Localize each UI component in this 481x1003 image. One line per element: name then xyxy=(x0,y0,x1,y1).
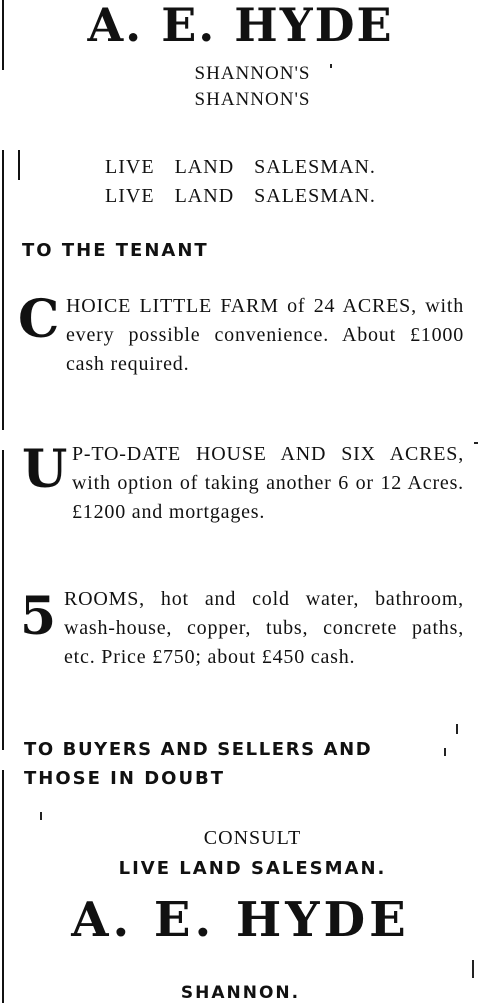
column-rule-lower xyxy=(2,450,4,750)
heading-buyers-line-2: THOSE IN DOUBT xyxy=(24,768,226,789)
print-speck xyxy=(474,442,478,444)
listing-2-dropcap: U xyxy=(22,439,68,500)
tagline-1: LIVE LAND SALESMAN. xyxy=(105,156,376,178)
heading-buyers-line-1: TO BUYERS AND SELLERS AND xyxy=(24,739,373,760)
listing-1 xyxy=(18,290,466,420)
town-line-1: SHANNON'S xyxy=(194,63,311,84)
listing-1-text: HOICE LITTLE FARM of 24 ACRES, with every possible convenience. About £1000 cash required. xyxy=(66,295,464,375)
town-line-2: SHANNON'S xyxy=(194,89,311,110)
print-speck xyxy=(456,724,458,734)
tagline-2: LIVE LAND SALESMAN. xyxy=(105,185,376,207)
footer-salesman: LIVE LAND SALESMAN. xyxy=(118,858,387,879)
advertiser-name-bottom: A. E. HYDE xyxy=(71,892,410,948)
advertiser-name-top: A. E. HYDE xyxy=(87,0,394,52)
listing-2 xyxy=(18,440,466,570)
column-rule-bottom xyxy=(2,770,4,1003)
print-speck xyxy=(472,960,474,978)
footer-town: SHANNON. xyxy=(180,983,301,1003)
print-speck xyxy=(330,64,332,68)
consult-label: CONSULT xyxy=(203,827,302,849)
listing-3-text: ROOMS, hot and cold water, bathroom, wash-house, copper, tubs, concrete paths, etc. Price £750; about £450 cash. xyxy=(64,588,464,668)
listing-2-text: P-TO-DATE HOUSE AND SIX ACRES, with option of taking another 6 or 12 Acres. £1200 and mortgages. xyxy=(72,443,464,523)
print-speck xyxy=(40,812,42,820)
listing-3 xyxy=(18,585,466,705)
print-speck xyxy=(444,748,446,756)
listing-3-dropcap: 5 xyxy=(20,586,57,647)
listing-1-dropcap: C xyxy=(18,289,60,350)
heading-tenant: TO THE TENANT xyxy=(22,240,209,261)
